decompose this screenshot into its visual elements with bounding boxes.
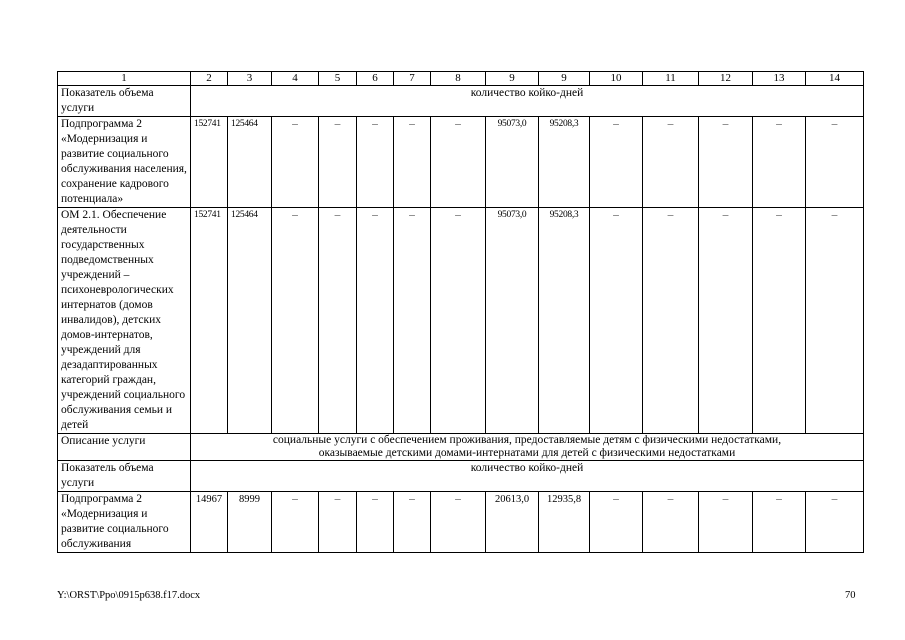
value-cell: – [806, 208, 864, 434]
header-cell: 7 [394, 72, 431, 86]
value-cell: – [394, 208, 431, 434]
value-cell: – [272, 492, 319, 553]
description-row [58, 434, 864, 461]
value-cell: – [431, 117, 486, 208]
row-label: Показатель объема услуги [58, 86, 191, 117]
value-cell: 95208,3 [539, 208, 590, 434]
row-label: Подпрограмма 2 «Модернизация и развитие социального обслуживания населения, сохранение кадрового потенциала» [58, 117, 191, 208]
data-table [57, 71, 864, 553]
table-row [58, 117, 864, 208]
value-cell: 125464 [228, 117, 272, 208]
value-cell: – [357, 492, 394, 553]
header-row [58, 72, 864, 86]
value-cell: – [319, 117, 357, 208]
value-cell: – [590, 208, 643, 434]
volume-indicator-row [58, 461, 864, 492]
service-description [191, 434, 864, 461]
value-cell: 12935,8 [539, 492, 590, 553]
volume-indicator-row [58, 86, 864, 117]
value-cell: – [431, 208, 486, 434]
value-cell: – [806, 492, 864, 553]
value-cell: – [699, 492, 753, 553]
header-cell: 13 [753, 72, 806, 86]
value-cell: – [272, 117, 319, 208]
value-cell: – [753, 208, 806, 434]
value-cell: – [643, 492, 699, 553]
header-cell: 1 [58, 72, 191, 86]
value-cell: – [753, 117, 806, 208]
value-cell: – [272, 208, 319, 434]
volume-unit: количество койко-дней [191, 461, 864, 492]
value-cell: – [643, 117, 699, 208]
value-cell: 152741 [191, 208, 228, 434]
header-cell: 4 [272, 72, 319, 86]
header-cell: 2 [191, 72, 228, 86]
value-cell: – [590, 117, 643, 208]
header-cell: 3 [228, 72, 272, 86]
value-cell: – [319, 492, 357, 553]
value-cell: 95208,3 [539, 117, 590, 208]
header-cell: 5 [319, 72, 357, 86]
value-cell: – [394, 492, 431, 553]
value-cell: – [319, 208, 357, 434]
table-row [58, 492, 864, 553]
value-cell: 125464 [228, 208, 272, 434]
header-cell: 8 [431, 72, 486, 86]
value-cell: 152741 [191, 117, 228, 208]
header-cell: 11 [643, 72, 699, 86]
header-cell: 10 [590, 72, 643, 86]
value-cell: 14967 [191, 492, 228, 553]
description-line: социальные услуги с обеспечением проживания, предоставляемые детям с физическими недостатками, [272, 434, 782, 446]
value-cell: 95073,0 [486, 208, 539, 434]
value-cell: – [753, 492, 806, 553]
row-label: Показатель объема услуги [58, 461, 191, 492]
header-cell: 6 [357, 72, 394, 86]
value-cell: – [431, 492, 486, 553]
value-cell: – [699, 208, 753, 434]
row-label: ОМ 2.1. Обеспечение деятельности государственных подведомственных учреждений – психоневрологических интернатов (домов инвалидов), детских домов-интернатов, учреждений для дезадаптированных категорий граждан, учреждений социального обслуживания семьи и детей [58, 208, 191, 434]
value-cell: – [590, 492, 643, 553]
header-cell: 9 [486, 72, 539, 86]
footer-file-path: Y:\ORST\Ppo\0915p638.f17.docx [57, 590, 201, 601]
header-cell: 14 [806, 72, 864, 86]
header-cell: 9 [539, 72, 590, 86]
volume-unit: количество койко-дней [191, 86, 864, 117]
value-cell: – [394, 117, 431, 208]
description-line: оказываемые детскими домами-интернатами для детей с физическими недостатками [318, 447, 736, 459]
value-cell: – [699, 117, 753, 208]
table-row [58, 208, 864, 434]
value-cell: – [643, 208, 699, 434]
page-number: 70 [845, 590, 856, 601]
row-label: Описание услуги [58, 434, 191, 461]
value-cell: 20613,0 [486, 492, 539, 553]
header-cell: 12 [699, 72, 753, 86]
value-cell: 8999 [228, 492, 272, 553]
row-label: Подпрограмма 2 «Модернизация и развитие социального обслуживания [58, 492, 191, 553]
value-cell: – [357, 117, 394, 208]
value-cell: – [357, 208, 394, 434]
value-cell: – [806, 117, 864, 208]
value-cell: 95073,0 [486, 117, 539, 208]
